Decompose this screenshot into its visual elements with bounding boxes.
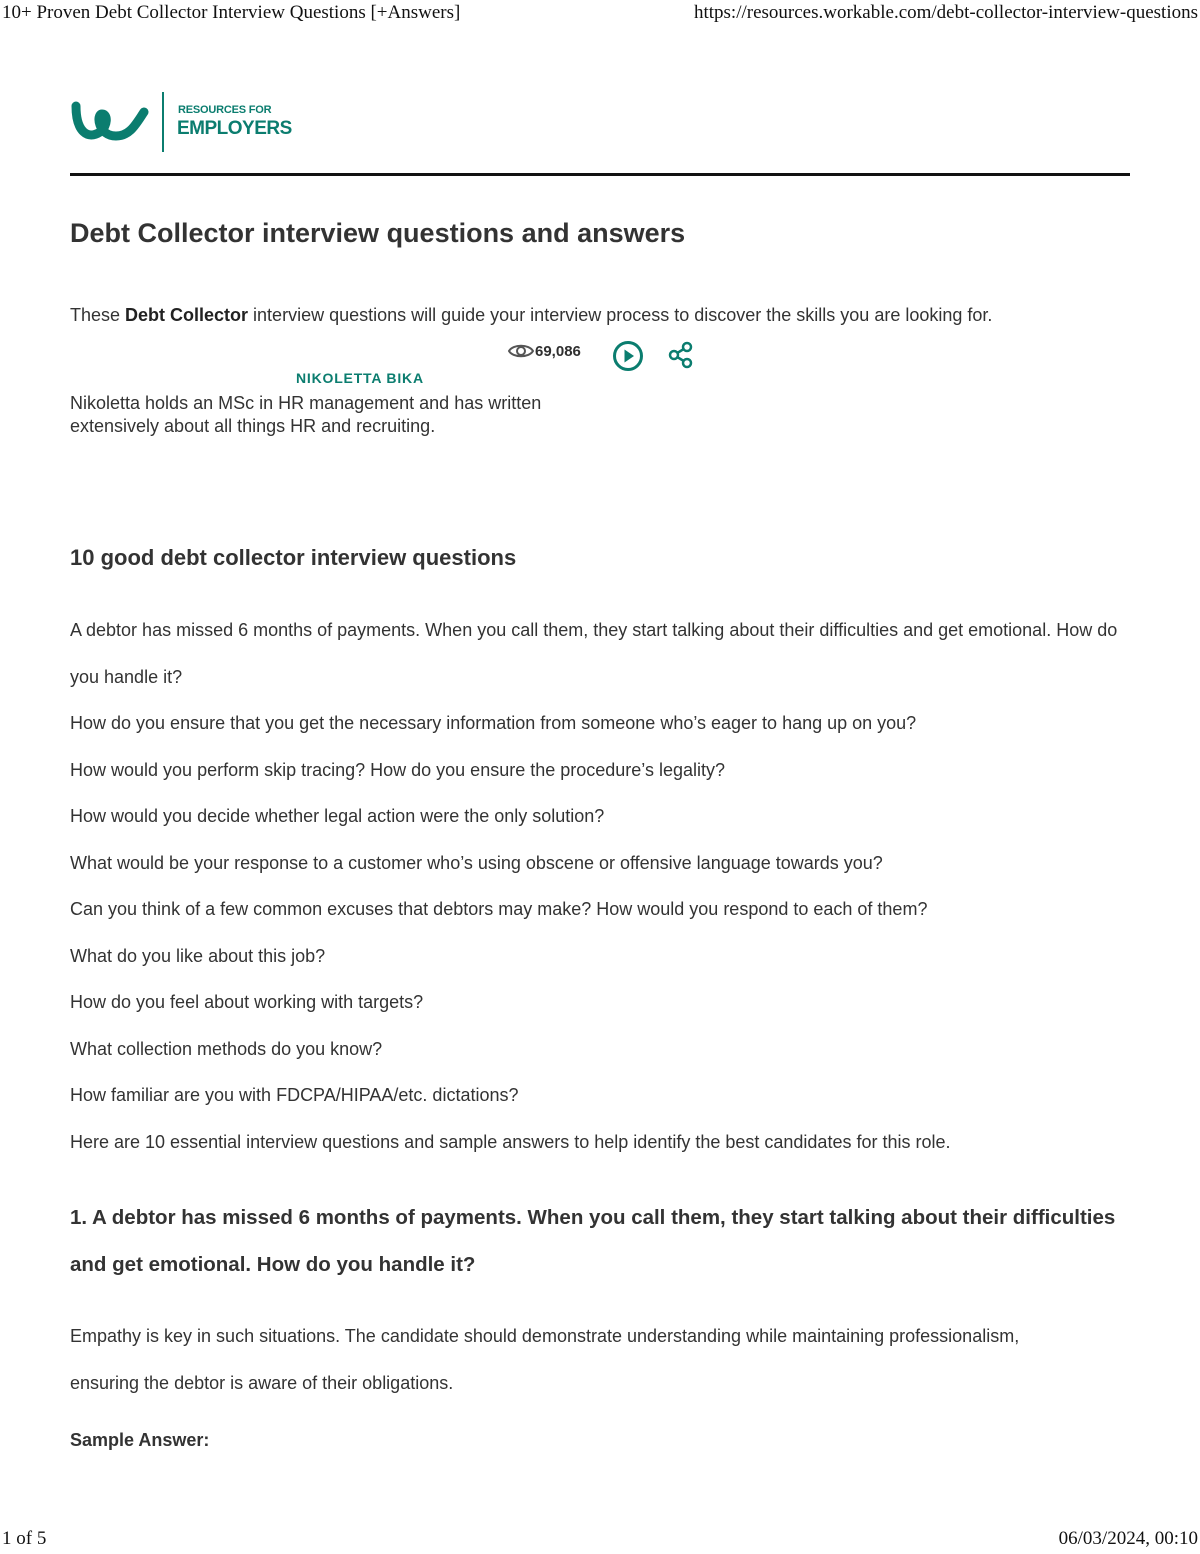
share-icon[interactable]	[666, 340, 696, 370]
question-item: What would be your response to a customer who’s using obscene or offensive language towards you?	[70, 852, 883, 873]
question-item: How would you perform skip tracing? How do you ensure the procedure’s legality?	[70, 759, 726, 780]
workable-w-icon	[70, 98, 150, 144]
header-divider	[70, 173, 1130, 176]
question-item: Can you think of a few common excuses that debtors may make? How would you respond to each of them?	[70, 899, 928, 919]
questions-summary: Here are 10 essential interview questions and sample answers to help identify the best candidates for this role.	[70, 1131, 951, 1152]
print-url: https://resources.workable.com/debt-collector-interview-questions	[693, 2, 1198, 23]
resources-for-employers-logo[interactable]	[70, 92, 330, 154]
question-1-heading: 1. A debtor has missed 6 months of payments. When you call them, they start talking about their difficulties and get emotional. How do you handle it?	[70, 1206, 1116, 1276]
question-item: How familiar are you with FDCPA/HIPAA/etc. dictations?	[70, 1085, 519, 1105]
question-item: What do you like about this job?	[70, 945, 326, 966]
question-item: How do you ensure that you get the necessary information from someone who’s eager to hang up on you?	[70, 713, 917, 733]
section-heading: 10 good debt collector interview questions	[70, 545, 517, 570]
sample-answer-label: Sample Answer:	[70, 1430, 210, 1450]
page-indicator: 1 of 5	[2, 1528, 47, 1549]
play-circle-icon[interactable]	[612, 340, 644, 372]
view-count-value: 69,086	[535, 342, 581, 360]
view-count	[508, 342, 581, 360]
page-title: Debt Collector interview questions and answers	[70, 218, 686, 248]
print-page-title: 10+ Proven Debt Collector Interview Questions [+Answers]	[2, 2, 461, 23]
eye-icon	[508, 342, 534, 360]
intro-text-end: interview questions will guide your interview process to discover the skills you are looking for.	[248, 305, 993, 325]
logo-divider	[162, 92, 164, 152]
question-item: How do you feel about working with targets?	[70, 992, 424, 1012]
article-stats	[508, 340, 708, 370]
author-name[interactable]: NIKOLETTA BIKA	[296, 370, 424, 386]
article-intro	[70, 305, 992, 326]
logo-text-employers: EMPLOYERS	[177, 118, 292, 139]
question-item: How would you decide whether legal action were the only solution?	[70, 806, 605, 826]
print-footer	[0, 1528, 1200, 1554]
question-item: A debtor has missed 6 months of payments. When you call them, they start talking about their difficulties and get emotional. How do you handle it?	[70, 620, 1118, 687]
question-list	[70, 607, 1130, 1165]
author-bio: Nikoletta holds an MSc in HR management and has written extensively about all things HR and recruiting.	[70, 393, 542, 436]
question-1-explanation: Empathy is key in such situations. The candidate should demonstrate understanding while maintaining professionalism, ensuring the debtor is aware of their obligations.	[70, 1326, 1020, 1393]
question-item: What collection methods do you know?	[70, 1038, 383, 1059]
logo-text-resources-for: RESOURCES FOR	[178, 104, 272, 116]
print-datetime: 06/03/2024, 00:10	[1058, 1528, 1198, 1549]
print-header	[0, 2, 1200, 28]
intro-job-title: Debt Collector	[125, 305, 249, 325]
intro-text-start: These	[70, 305, 126, 325]
